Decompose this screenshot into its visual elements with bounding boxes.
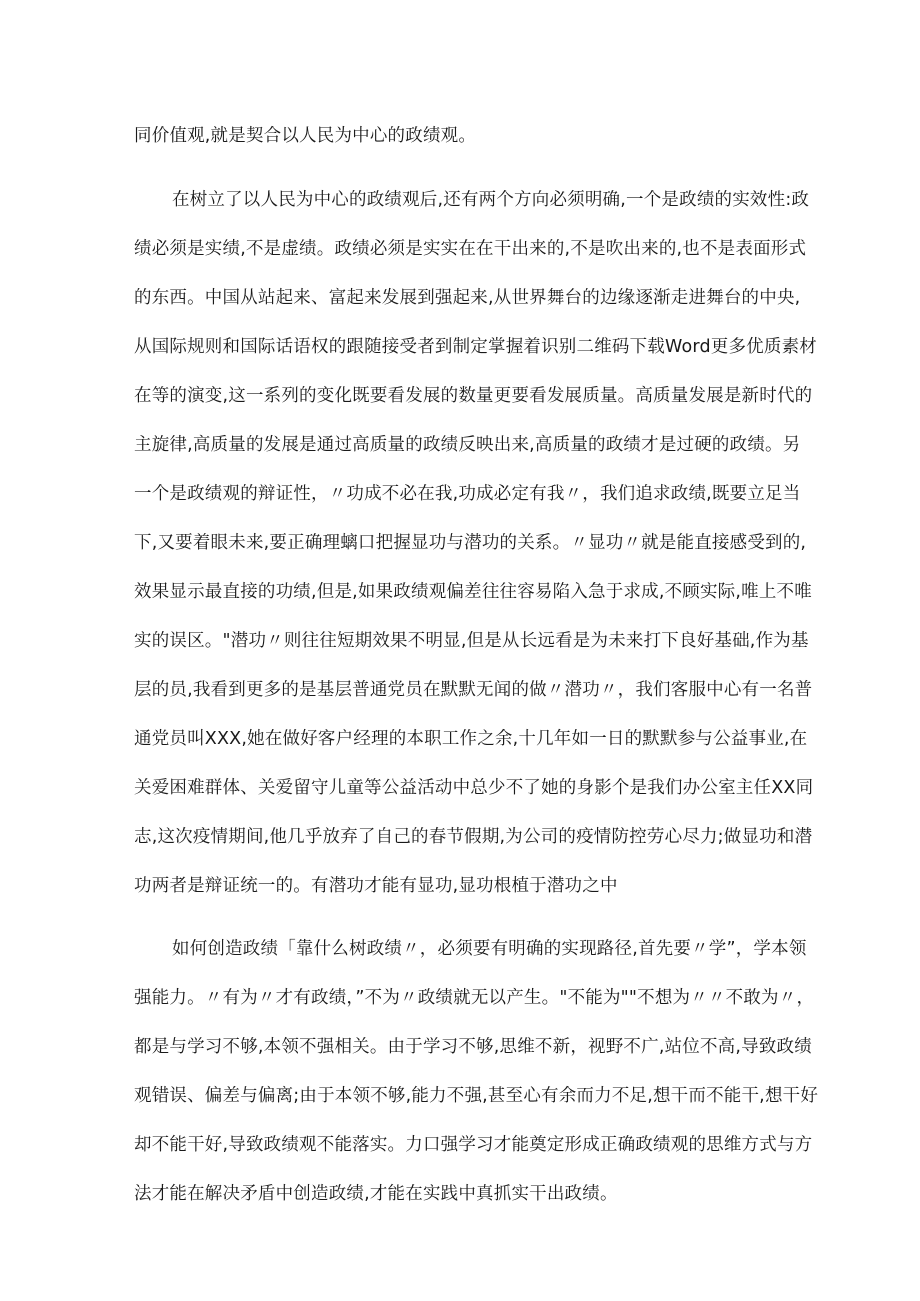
text-line: 同价值观,就是契合以人民为中心的政绩观。 [134, 126, 477, 146]
text-line: 法才能在解决矛盾中创造政绩,才能在实践中真抓实干出政绩。 [134, 1184, 618, 1204]
text-line: 效果显示最直接的功绩,但是,如果政绩观偏差往往容易陷入急于求成,不顾实际,唯上不唯 [134, 582, 812, 602]
text-line: 观错误、偏差与偏离;由于本领不够,能力不强,甚至心有余而力不足,想干而不能干,想干好 [134, 1086, 819, 1106]
text-line: 都是与学习不够,本领不强相关。由于学习不够,思维不新，视野不广,站位不高,导致政绩 [134, 1037, 812, 1057]
text-line: 关爱困难群体、关爱留守儿童等公益活动中总少不了她的身影个是我们办公室主任XX同 [134, 778, 814, 798]
text-line: 实的误区。"潜功〃则往往短期效果不明显,但是从长远看是为未来打下良好基础,作为基 [134, 631, 809, 651]
text-line: 的东西。中国从站起来、富起来发展到强起来,从世界舞台的边缘逐渐走进舞台的中央, [134, 288, 801, 308]
text-line: 功两者是辩证统一的。有潜功才能有显功,显功根植于潜功之中 [134, 876, 618, 896]
text-line: 却不能干好,导致政绩观不能落实。力口强学习才能奠定形成正确政绩观的思维方式与方 [134, 1135, 813, 1155]
text-line: 层的员,我看到更多的是基层普通党员在默默无闻的做〃潜功〃，我们客服中心有一名普 [134, 680, 813, 700]
text-line: 如何创造政绩「靠什么树政绩〃，必须要有明确的实现路径,首先要〃学”，学本领 [172, 939, 807, 959]
text-line: 下,又要着眼未来,要正确理螭口把握显功与潜功的关系。〃显功〃就是能直接感受到的, [134, 533, 807, 553]
text-line: 一个是政绩观的辩证性，〃功成不必在我,功成必定有我〃，我们追求政绩,既要立足当 [134, 484, 801, 504]
text-line: 在树立了以人民为中心的政绩观后,还有两个方向必须明确,一个是政绩的实效性:政 [172, 190, 810, 210]
text-line: 志,这次疫情期间,他几乎放弃了自己的春节假期,为公司的疫情防控劳心尽力;做显功和潜 [134, 827, 813, 847]
text-line: 在等的演变,这一系列的变化既要看发展的数量更要看发展质量。高质量发展是新时代的 [134, 386, 813, 406]
text-line: 通党员叫XXX,她在做好客户经理的本职工作之余,十几年如一日的默默参与公益事业,在 [134, 729, 808, 749]
text-line: 强能力。〃有为〃才有政绩，”不为〃政绩就无以产生。"不能为""不想为〃〃不敢为〃， [134, 988, 815, 1008]
text-line: 绩必须是实绩,不是虚绩。政绩必须是实实在在干出来的,不是吹出来的,也不是表面形式 [134, 239, 807, 259]
text-line: 主旋律,高质量的发展是通过高质量的政绩反映出来,高质量的政绩才是过硬的政绩。另 [134, 435, 801, 455]
text-line: 从国际规则和国际话语权的跟随接受者到制定掌握着识别二维码下载Word更多优质素材 [134, 337, 817, 357]
